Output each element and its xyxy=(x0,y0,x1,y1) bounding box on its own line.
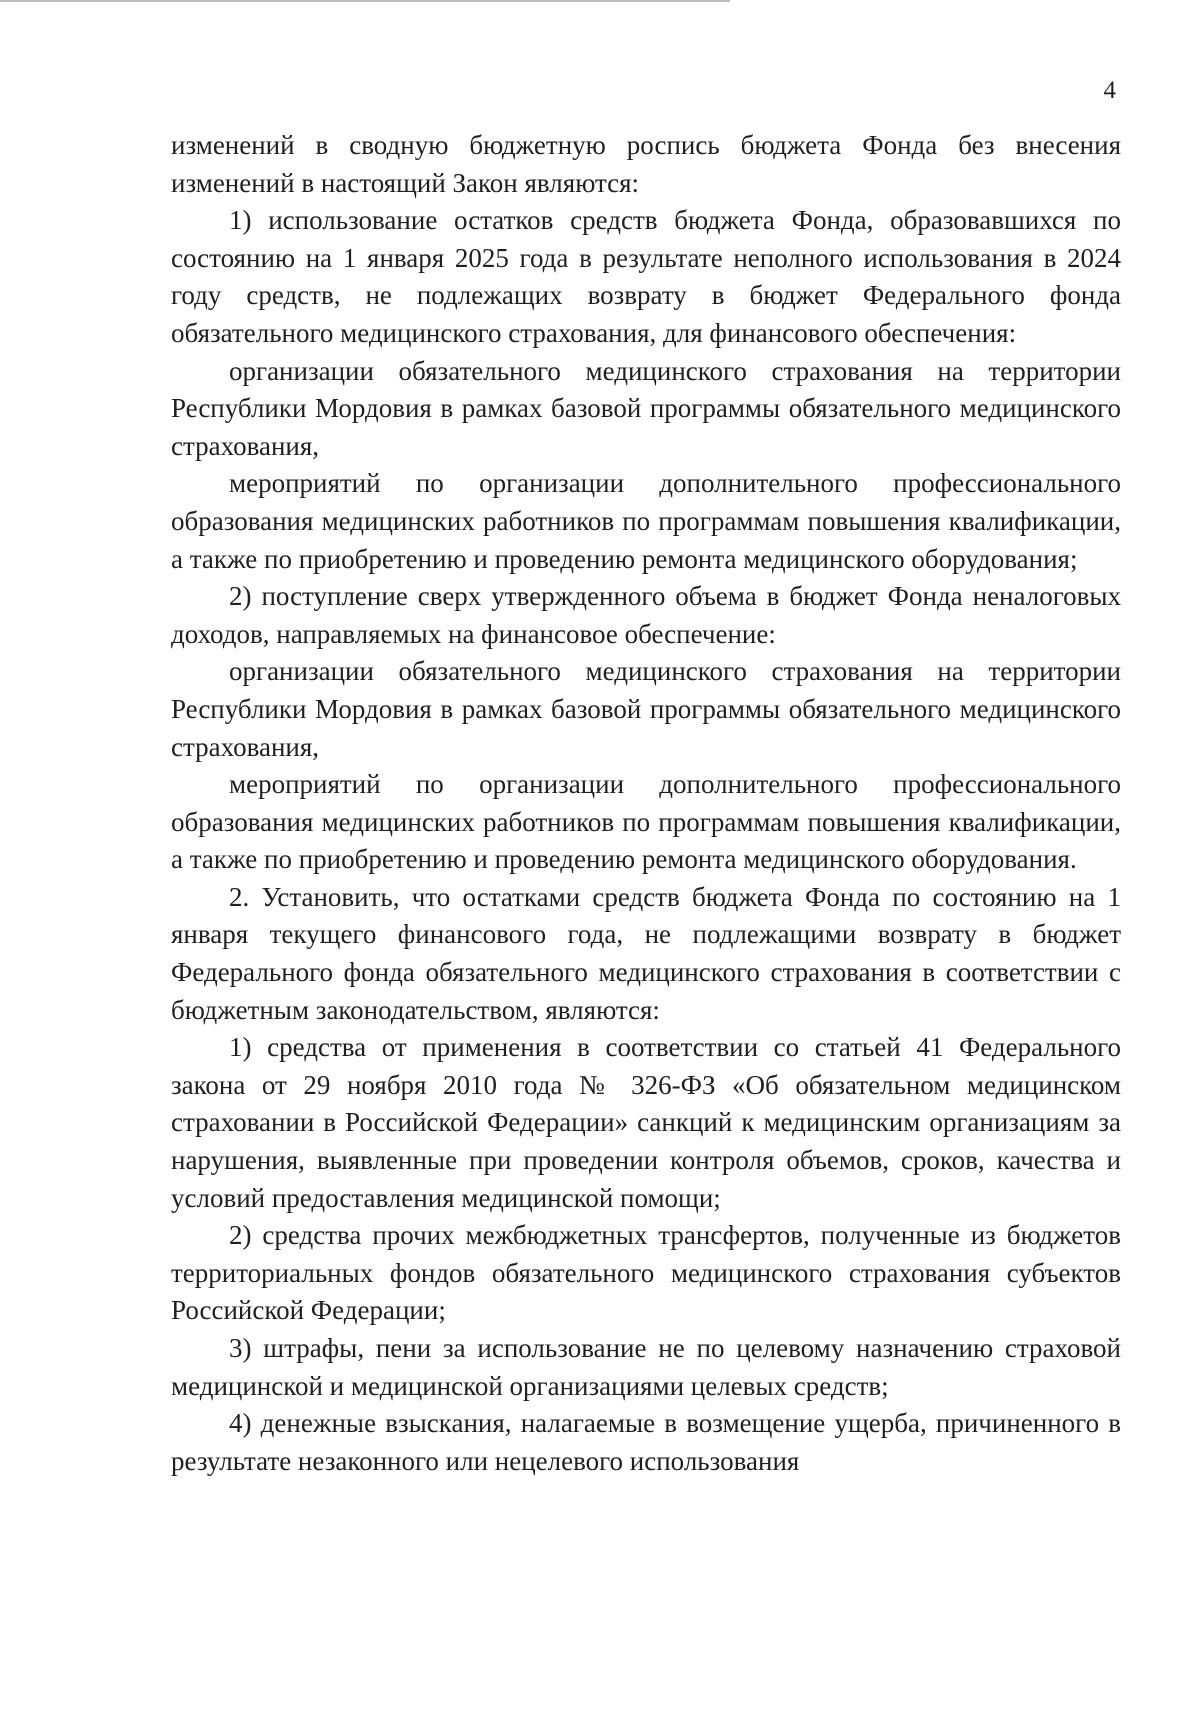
paragraph: 2. Установить, что остатками средств бюджета Фонда по состоянию на 1 января текущего финансового года, не подлежащими возврату в бюджет Федерального фонда обязательного медицинского страхования в соответствии с бюджетным законодательством, являются: xyxy=(171,881,1121,1025)
document-body xyxy=(171,127,1121,1480)
page-number: 4 xyxy=(1103,77,1116,104)
paragraph: организации обязательного медицинского страхования на территории Республики Мордовия в рамках базовой программы обязательного медицинского страхования, xyxy=(171,355,1121,461)
paragraph: 1) средства от применения в соответствии со статьей 41 Федерального закона от 29 ноября 2010 года № 326-ФЗ «Об обязательном медицинском страховании в Российской Федерации» санкций к медицинским организациям за нарушения, выявленные при проведении контроля объемов, сроков, качества и условий предоставления медицинской помощи; xyxy=(171,1032,1121,1213)
paragraph: мероприятий по организации дополнительного профессионального образования медицинских работников по программам повышения квалификации, а также по приобретению и проведению ремонта медицинского оборудования. xyxy=(171,769,1121,875)
paragraph: 3) штрафы, пени за использование не по целевому назначению страховой медицинской и медицинской организациями целевых средств; xyxy=(171,1333,1121,1401)
paragraph: 2) поступление сверх утвержденного объема в бюджет Фонда неналоговых доходов, направляемых на финансовое обеспечение: xyxy=(171,581,1121,649)
paragraph: 1) использование остатков средств бюджета Фонда, образовавшихся по состоянию на 1 января 2025 года в результате неполного использования в 2024 году средств, не подлежащих возврату в бюджет Федерального фонда обязательного медицинского страхования, для финансового обеспечения: xyxy=(171,205,1121,348)
paragraph: 4) денежные взыскания, налагаемые в возмещение ущерба, причиненного в результате незаконного или нецелевого использования xyxy=(171,1408,1121,1476)
paragraph: мероприятий по организации дополнительного профессионального образования медицинских работников по программам повышения квалификации, а также по приобретению и проведению ремонта медицинского оборудования; xyxy=(171,468,1121,574)
paragraph: организации обязательного медицинского страхования на территории Республики Мордовия в рамках базовой программы обязательного медицинского страхования, xyxy=(171,656,1121,762)
paragraph: изменений в сводную бюджетную роспись бюджета Фонда без внесения изменений в настоящий Закон являются: xyxy=(171,130,1121,198)
paragraph: 2) средства прочих межбюджетных трансфертов, полученные из бюджетов территориальных фондов обязательного медицинского страхования субъектов Российской Федерации; xyxy=(171,1220,1121,1326)
